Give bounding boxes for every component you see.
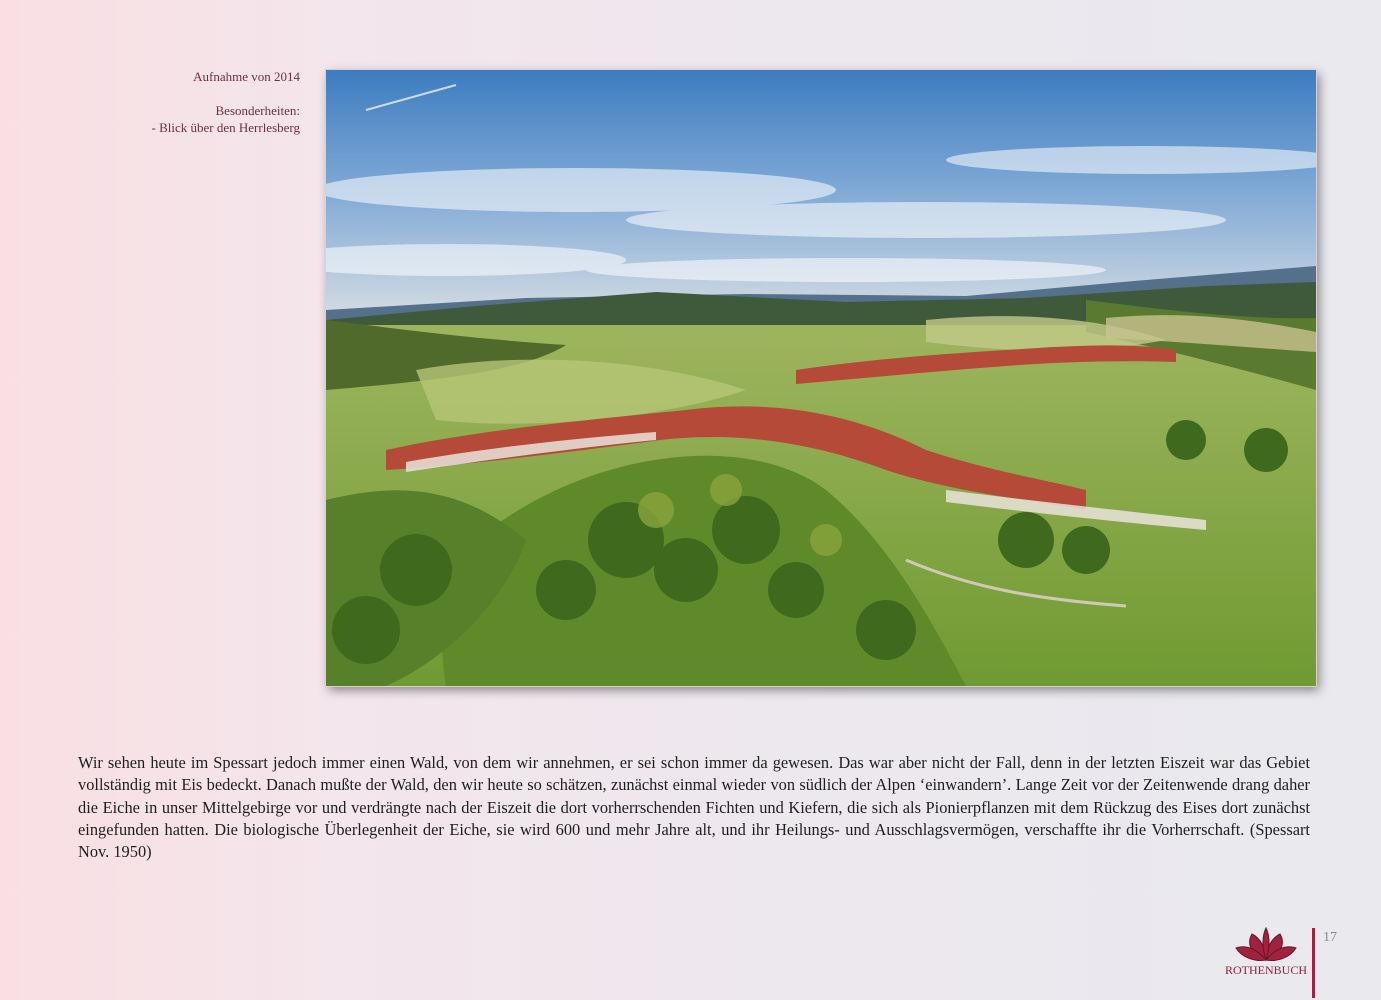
logo-text: ROTHENBUCH bbox=[1224, 963, 1307, 977]
page-number-rule bbox=[1312, 928, 1315, 998]
caption-date: Aufnahme von 2014 bbox=[193, 69, 300, 84]
page-number: 17 bbox=[1323, 930, 1337, 945]
aerial-photo bbox=[326, 70, 1316, 686]
caption-features-heading: Besonderheiten: bbox=[215, 103, 300, 118]
leaf-emblem-icon bbox=[1222, 926, 1310, 966]
caption-features-item: - Blick über den Herrlesberg bbox=[151, 120, 300, 135]
body-paragraph: Wir sehen heute im Spessart jedoch immer einen Wald, von dem wir annehmen, er sei schon immer da gewesen. Das war aber nicht der Fall, denn in der letzten Eiszeit war das Gebiet vollständig mit Eis bedeckt. Danach mußte der Wald, den wir heute so schätzen, zunächst einmal wieder von südlich der Alpen ‘einwandern’. Lange Zeit vor der Zeitenwende drang daher die Eiche in unser Mittelgebirge vor und verdrängte nach der Eiszeit die dort vorherrschenden Fichten und Kiefern, die sich als Pionierpflanzen mit dem Rückzug des Eises dort zunächst eingefunden hatten. Die biologische Überlegenheit der Eiche, sie wird 600 und mehr Jahre alt, und ihr Heilungs- und Ausschlagsvermögen, verschaffte ihr die Vorherrschaft. (Spessart Nov. 1950) bbox=[78, 753, 1310, 862]
rothenbuch-logo bbox=[1222, 926, 1310, 982]
photo-caption bbox=[60, 68, 300, 136]
aerial-photo-illustration bbox=[326, 70, 1316, 686]
